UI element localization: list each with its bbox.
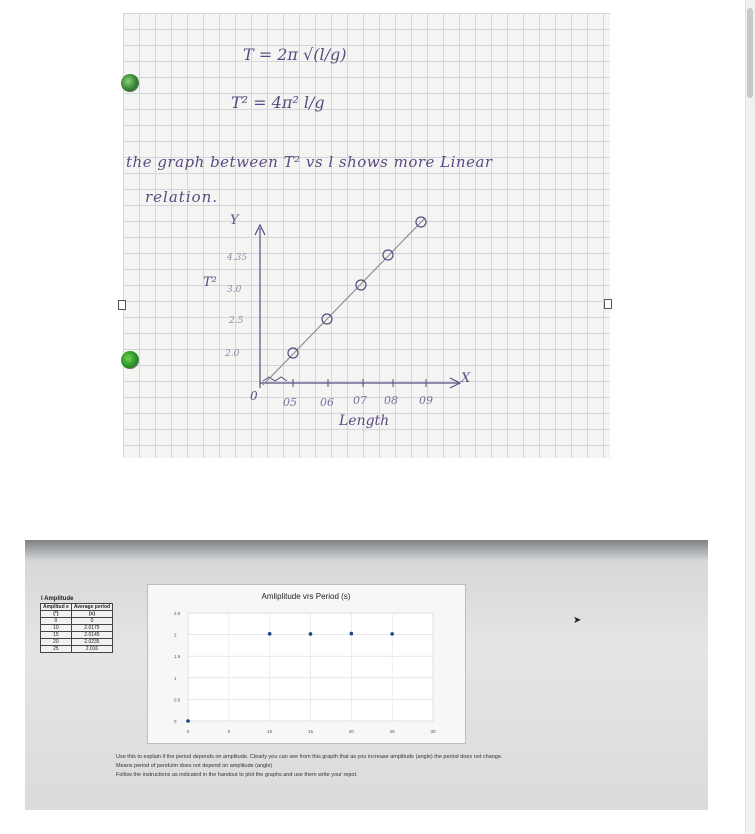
data-point (309, 632, 313, 636)
axis-break-squiggle (263, 377, 287, 381)
y-tick-label: 1.5 (174, 654, 181, 660)
scatter-chart (148, 585, 465, 743)
table-title: l Amplitude (41, 596, 74, 602)
table-row (41, 639, 113, 646)
mouse-pointer-icon: ➤ (573, 615, 582, 626)
resize-handle-left[interactable] (118, 300, 126, 310)
header-unit-seconds: (s) (88, 611, 96, 617)
y-tick-label: 0 (174, 719, 177, 724)
x-axis-letter: X (461, 371, 471, 386)
table-cell[interactable]: 20 (41, 639, 72, 646)
formula-period: T = 2π √(l/g) (243, 45, 347, 64)
data-point-circle (356, 280, 366, 290)
x-tick-label: 5 (227, 729, 231, 734)
x-tick-label: 25 (389, 729, 395, 734)
y-axis-letter: Y (230, 213, 239, 228)
explanation-line-2: Means period of pendulm does not depend on amplitude (angle) (116, 763, 273, 769)
chart-title: Amliplitude vrs Period (s) (261, 592, 351, 601)
table-cell[interactable]: 15 (41, 632, 72, 639)
x-tick-label: 07 (353, 394, 367, 407)
x-axis-title: Length (339, 413, 390, 429)
conclusion-line-1: the graph between T² vs l shows more Linear (126, 153, 493, 171)
amplitude-period-table (40, 603, 113, 653)
page-scrollbar[interactable] (745, 0, 755, 834)
y-variable-label: T² (203, 275, 217, 290)
chart-x-ticks (187, 729, 436, 734)
header-unit-degrees: (°) (53, 611, 59, 617)
table-cell[interactable]: 2.0175 (71, 625, 112, 632)
data-point (350, 632, 354, 636)
y-tick-label: 2.5 (174, 611, 181, 616)
x-tick-label: 06 (320, 396, 334, 409)
binder-ring-icon (121, 74, 139, 92)
explanation-line-1: Use this to explain if the period depends on amplitude. Clearly you can see from this grapth that as you increase amplitude (angle) the period does not change. (116, 754, 503, 760)
notebook-photo (123, 13, 610, 458)
table-header-cell (41, 611, 72, 618)
chart-gridlines (188, 613, 433, 721)
table-header-cell (71, 604, 112, 611)
x-tick-label: 15 (307, 729, 314, 734)
resize-handle-right[interactable] (604, 299, 612, 309)
data-point-circle (383, 250, 393, 260)
data-point (186, 719, 190, 723)
y-tick-label: 3.0 (227, 285, 242, 295)
x-tick-label: 09 (419, 394, 433, 407)
table-header-cell (71, 611, 112, 618)
table-row (41, 625, 113, 632)
table-header-cell (41, 604, 72, 611)
x-tick-label: 05 (283, 396, 297, 409)
table-cell[interactable]: 0 (41, 618, 72, 625)
x-tick-label: 20 (348, 729, 354, 734)
table-cell[interactable]: 2.0235 (71, 639, 112, 646)
y-tick-label: 2.0 (225, 349, 240, 359)
y-tick-label: 2.5 (229, 316, 244, 326)
data-point-circle (288, 348, 298, 358)
hand-drawn-graph (123, 13, 610, 458)
x-tick-label: 30 (430, 729, 436, 734)
best-fit-line (263, 218, 425, 385)
formula-period-squared: T² = 4π² l/g (231, 93, 325, 112)
y-tick-label: 1 (174, 675, 177, 681)
y-tick-label: 2 (174, 632, 177, 638)
x-tick-label: 08 (384, 394, 398, 407)
data-point (268, 632, 272, 636)
header-amplitude: Amplitud e (43, 604, 69, 610)
table-cell[interactable]: 10 (41, 625, 72, 632)
scrollbar-thumb[interactable] (747, 8, 753, 98)
y-tick-label: 0.5 (174, 697, 181, 703)
x-tick-label: 0 (186, 729, 190, 734)
data-point (390, 632, 394, 636)
binder-ring-icon (121, 351, 139, 369)
table-row (41, 632, 113, 639)
y-tick-label: 4.35 (227, 253, 248, 263)
table-row (41, 618, 113, 625)
origin-label: 0 (250, 389, 258, 403)
table-cell[interactable]: 2.0145 (71, 632, 112, 639)
header-average-period: Average period (73, 604, 111, 610)
conclusion-line-2: relation. (145, 188, 219, 206)
spreadsheet-photo (25, 540, 708, 810)
explanation-line-3: Follow the instructions as indicated in the handout to plot the graphs and use them write your repot. (116, 772, 358, 778)
table-cell[interactable]: 2.016 (71, 646, 112, 653)
x-tick-label: 10 (267, 729, 273, 734)
table-cell[interactable]: 25 (41, 646, 72, 653)
table-row (41, 646, 113, 653)
chart-area[interactable] (147, 584, 466, 744)
chart-y-ticks (174, 611, 181, 724)
table-cell[interactable]: 0 (71, 618, 112, 625)
